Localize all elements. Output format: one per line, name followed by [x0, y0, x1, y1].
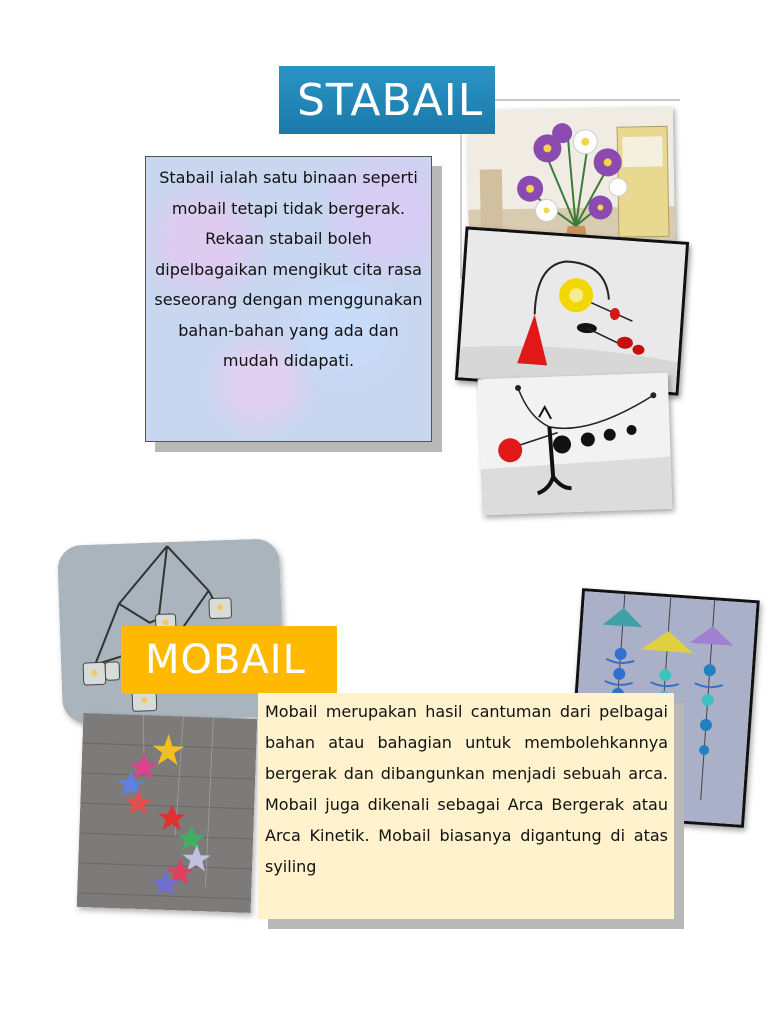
red-cone-stabile-photo — [455, 226, 689, 395]
stabail-title: STABAIL — [279, 66, 495, 134]
calder-stabile-photo — [478, 373, 673, 516]
star-mobile-photo — [77, 713, 258, 913]
mobail-description: Mobail merupakan hasil cantuman dari pelbagai bahan atau bahagian untuk membolehkannya bergerak dan dibangunkan menjadi sebuah arca. Mobail juga dikenali sebagai Arca Bergerak atau Arca Kinetik. Mobail biasanya digantung di atas syiling — [258, 693, 674, 919]
mobail-title: MOBAIL — [121, 626, 337, 694]
stabail-description: Stabail ialah satu binaan seperti mobail tetapi tidak bergerak. Rekaan stabail boleh dipelbagaikan mengikut cita rasa seseorang dengan menggunakan bahan-bahan yang ada dan mudah didapati. — [145, 156, 432, 442]
